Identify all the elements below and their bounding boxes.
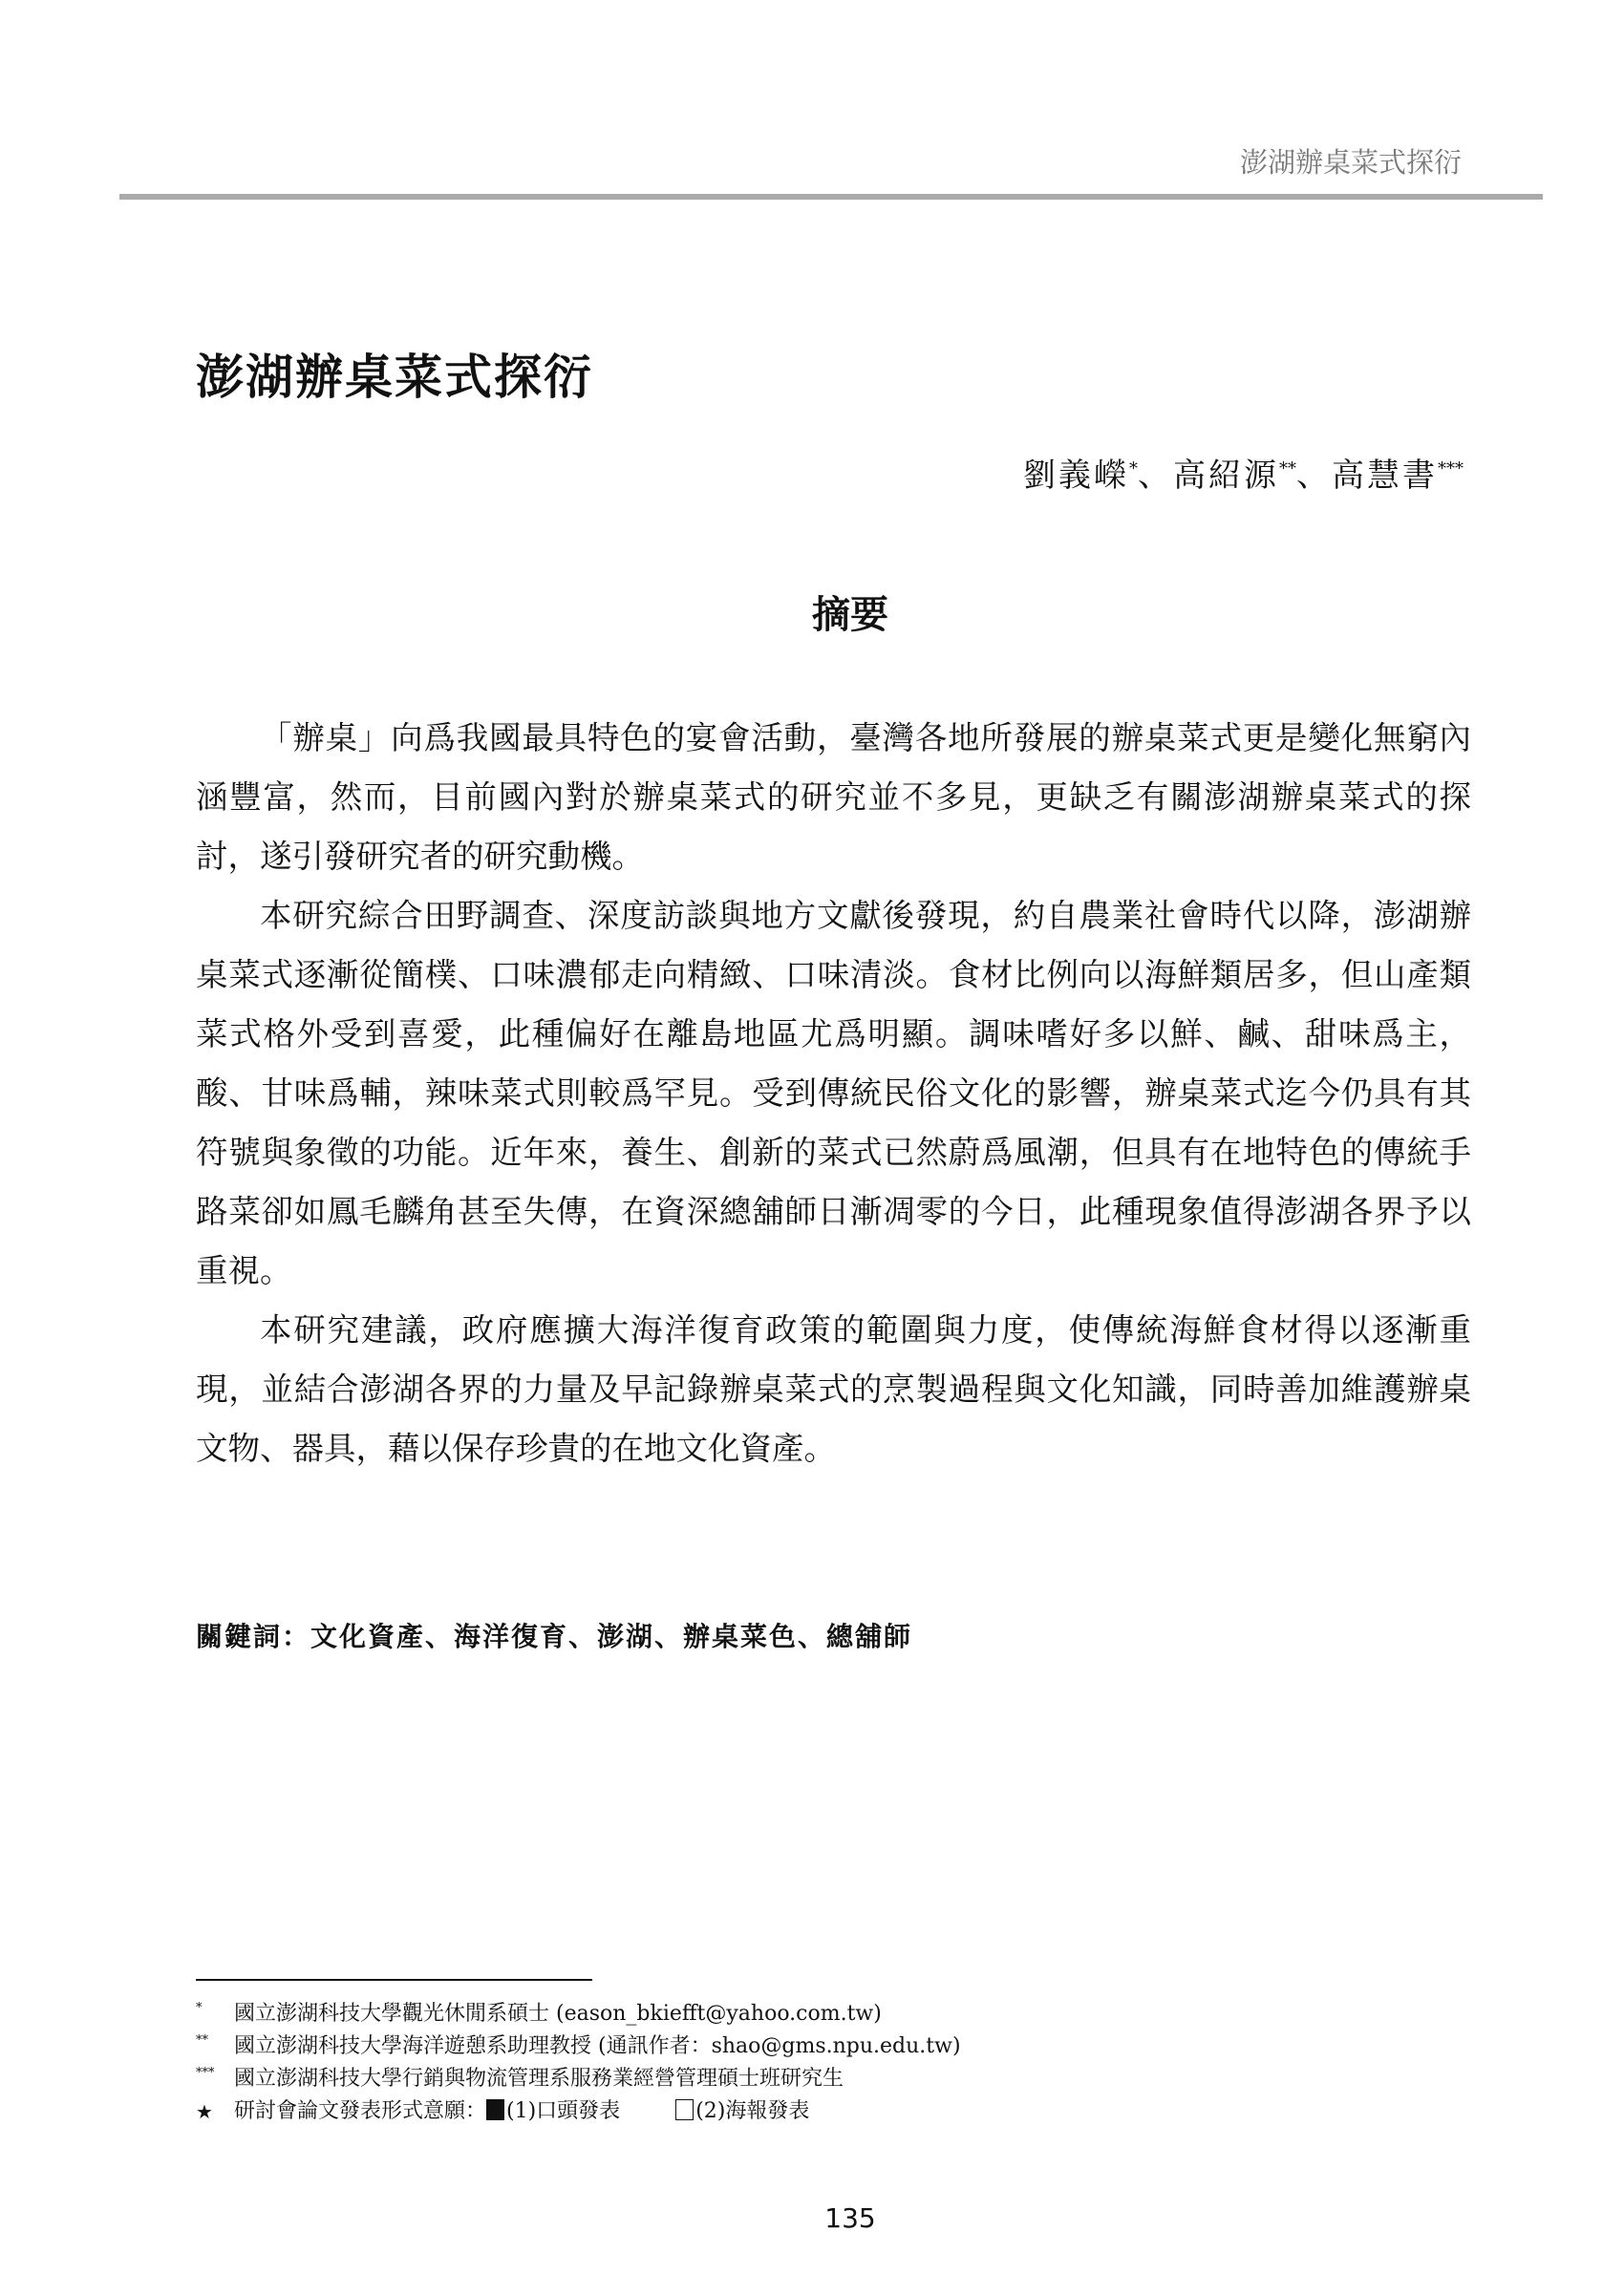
footnote-text: 國立澎湖科技大學行銷與物流管理系服務業經營管理碩士班研究生 xyxy=(234,2067,844,2091)
running-head: 澎湖辦桌菜式探衍 xyxy=(1239,146,1462,179)
paper-title: 澎湖辦桌菜式探衍 xyxy=(196,349,593,405)
footnotes xyxy=(196,1998,961,2128)
header-rule xyxy=(119,194,1543,200)
author-name: 劉義嶸 xyxy=(1023,457,1129,495)
checkbox-poster-unchecked xyxy=(675,2099,694,2120)
footnote-mark: ** xyxy=(196,2033,208,2048)
abstract-body xyxy=(196,709,1471,1478)
keywords-label: 關鍵詞： xyxy=(196,1621,311,1652)
checkbox-oral-checked xyxy=(486,2099,504,2120)
page-number: 135 xyxy=(824,2202,876,2234)
abstract-paragraph: 本研究綜合田野調查、深度訪談與地方文獻後發現，約自農業社會時代以降，澎湖辦桌菜式逐漸從簡樸、口味濃郁走向精緻、口味清淡。食材比例向以海鮮類居多，但山產類菜式格外受到喜愛，此種偏好在離島地區尤爲明顯。調味嗜好多以鮮、鹹、甜味爲主，酸、甘味爲輔，辣味菜式則較爲罕見。受到傳統民俗文化的影響，辦桌菜式迄今仍具有其符號與象徵的功能。近年來，養生、創新的菜式已然蔚爲風潮，但具有在地特色的傳統手路菜卻如鳳毛麟角甚至失傳，在資深總舖師日漸凋零的今日，此種現象值得澎湖各界予以重視。 xyxy=(196,897,1471,1289)
star-icon: ★ xyxy=(196,2100,213,2123)
footnote xyxy=(196,1998,961,2030)
keywords xyxy=(196,1616,912,1654)
author-footnote-mark: * xyxy=(1129,458,1138,479)
presentation-preference xyxy=(196,2095,961,2128)
option-poster: (2)海報發表 xyxy=(695,2099,810,2123)
footnote-mark: *** xyxy=(196,2066,215,2080)
footnote-text: 國立澎湖科技大學觀光休閒系碩士 (eason_bkiefft@yahoo.com.tw) xyxy=(234,2002,882,2026)
footnote-text: 國立澎湖科技大學海洋遊憩系助理教授 (通訊作者：shao@gms.npu.edu.tw) xyxy=(234,2034,961,2058)
footnote-rule xyxy=(196,1979,592,1981)
keywords-list: 文化資產、海洋復育、澎湖、辦桌菜色、總舖師 xyxy=(310,1621,913,1652)
author-name: 高慧書 xyxy=(1332,457,1438,495)
author-separator: 、 xyxy=(1296,457,1332,495)
author-footnote-mark: ** xyxy=(1279,458,1296,479)
presentation-label: 研討會論文發表形式意願： xyxy=(234,2099,487,2123)
abstract-paragraph: 「辦桌」向爲我國最具特色的宴會活動，臺灣各地所發展的辦桌菜式更是變化無窮內涵豐富，然而，目前國內對於辦桌菜式的研究並不多見，更缺乏有關澎湖辦桌菜式的探討，遂引發研究者的研究動機。 xyxy=(196,719,1471,875)
abstract-paragraph: 本研究建議，政府應擴大海洋復育政策的範圍與力度，使傳統海鮮食材得以逐漸重現，並結合澎湖各界的力量及早記錄辦桌菜式的烹製過程與文化知識，同時善加維護辦桌文物、器具，藉以保存珍貴的在地文化資產。 xyxy=(196,1311,1471,1467)
author-name: 高紹源 xyxy=(1173,457,1279,495)
footnote-mark: * xyxy=(196,2001,203,2015)
footnote xyxy=(196,2063,961,2095)
author-footnote-mark: *** xyxy=(1438,458,1464,479)
author-list xyxy=(1023,449,1464,496)
option-oral: (1)口頭發表 xyxy=(506,2099,621,2123)
abstract-heading: 摘要 xyxy=(812,592,888,637)
footnote xyxy=(196,2030,961,2063)
author-separator: 、 xyxy=(1138,457,1173,495)
